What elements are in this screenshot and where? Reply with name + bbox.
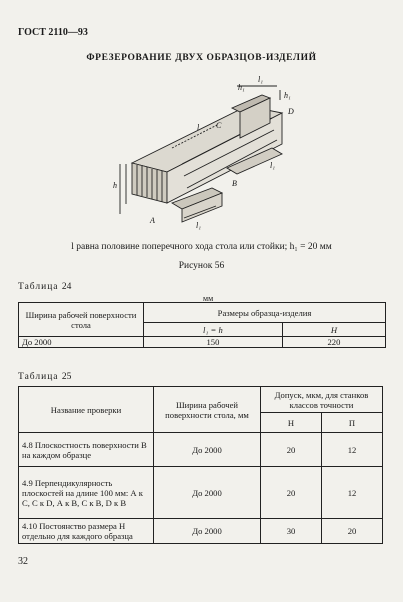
t25-row2-p: 12 (321, 467, 382, 519)
section-title: ФРЕЗЕРОВАНИЕ ДВУХ ОБРАЗЦОВ-ИЗДЕЛИЙ (86, 53, 317, 63)
table24-label (18, 282, 71, 292)
t25-row2-name: 4.9 Перпендикулярность плоскостей на длине 100 мм: А к С, С к D, А к В, С к В, D к В (19, 467, 154, 519)
label-C: C (216, 121, 222, 130)
table25-label-number: 25 (61, 372, 72, 382)
table-25 (18, 386, 383, 544)
t25-row2-n: 20 (261, 467, 322, 519)
t24-col-width: Ширина рабочей поверхности стола (19, 303, 144, 337)
t25-row3-n: 30 (261, 519, 322, 544)
table25-label (18, 372, 71, 382)
t25-col-name: Название проверки (19, 387, 154, 433)
t25-sub-P: П (321, 413, 382, 433)
t24-cell-H: 220 (282, 337, 385, 348)
t25-row1-width: До 2000 (154, 433, 261, 467)
label-h1-right: h₁ (284, 91, 291, 100)
t25-row3-p: 20 (321, 519, 382, 544)
milling-figure (112, 68, 312, 233)
t24-sub-H: H (282, 323, 385, 337)
label-D: D (288, 107, 294, 116)
label-A: A (150, 216, 155, 225)
t25-row2-width: До 2000 (154, 467, 261, 519)
t25-row1-n: 20 (261, 433, 322, 467)
t25-row1-p: 12 (321, 433, 382, 467)
label-l1-top: l₁ (258, 75, 264, 84)
table24-unit: мм (203, 294, 214, 303)
t24-sub-l1: l₁ = h (144, 323, 283, 337)
label-l1-right: l₁ (270, 161, 276, 170)
t24-col-sizes: Размеры образца-изделия (144, 303, 386, 323)
t25-col-width: Ширина рабочей поверхности стола, мм (154, 387, 261, 433)
t24-cell-width: До 2000 (19, 337, 144, 348)
t24-cell-l1: 150 (144, 337, 283, 348)
label-l1-bottom: l₁ (196, 221, 202, 230)
table24-label-number: 24 (61, 282, 72, 292)
table-row (19, 519, 383, 544)
table-row (19, 433, 383, 467)
t25-row3-name: 4.10 Постоянство размера H отдельно для каждого образца (19, 519, 154, 544)
label-h: h (113, 181, 117, 190)
label-h1-top: h₁ (238, 83, 245, 92)
table-24 (18, 302, 386, 348)
t25-col-tolerance: Допуск, мкм, для станков классов точности (261, 387, 383, 413)
label-B: B (232, 179, 237, 188)
t25-sub-N: Н (261, 413, 322, 433)
figure-caption: l равна половине поперечного хода стола или стойки; h₁ = 20 мм (71, 242, 332, 252)
figure-name: Рисунок 56 (178, 261, 225, 271)
table24-label-prefix: Таблица (18, 282, 59, 292)
document-header: ГОСТ 2110—93 (18, 27, 88, 38)
t25-row1-name: 4.8 Плоскостность поверхности В на каждом образце (19, 433, 154, 467)
t25-row3-width: До 2000 (154, 519, 261, 544)
table25-label-prefix: Таблица (18, 372, 59, 382)
table-row (19, 467, 383, 519)
page-number: 32 (18, 556, 28, 567)
label-l: l (197, 123, 200, 132)
